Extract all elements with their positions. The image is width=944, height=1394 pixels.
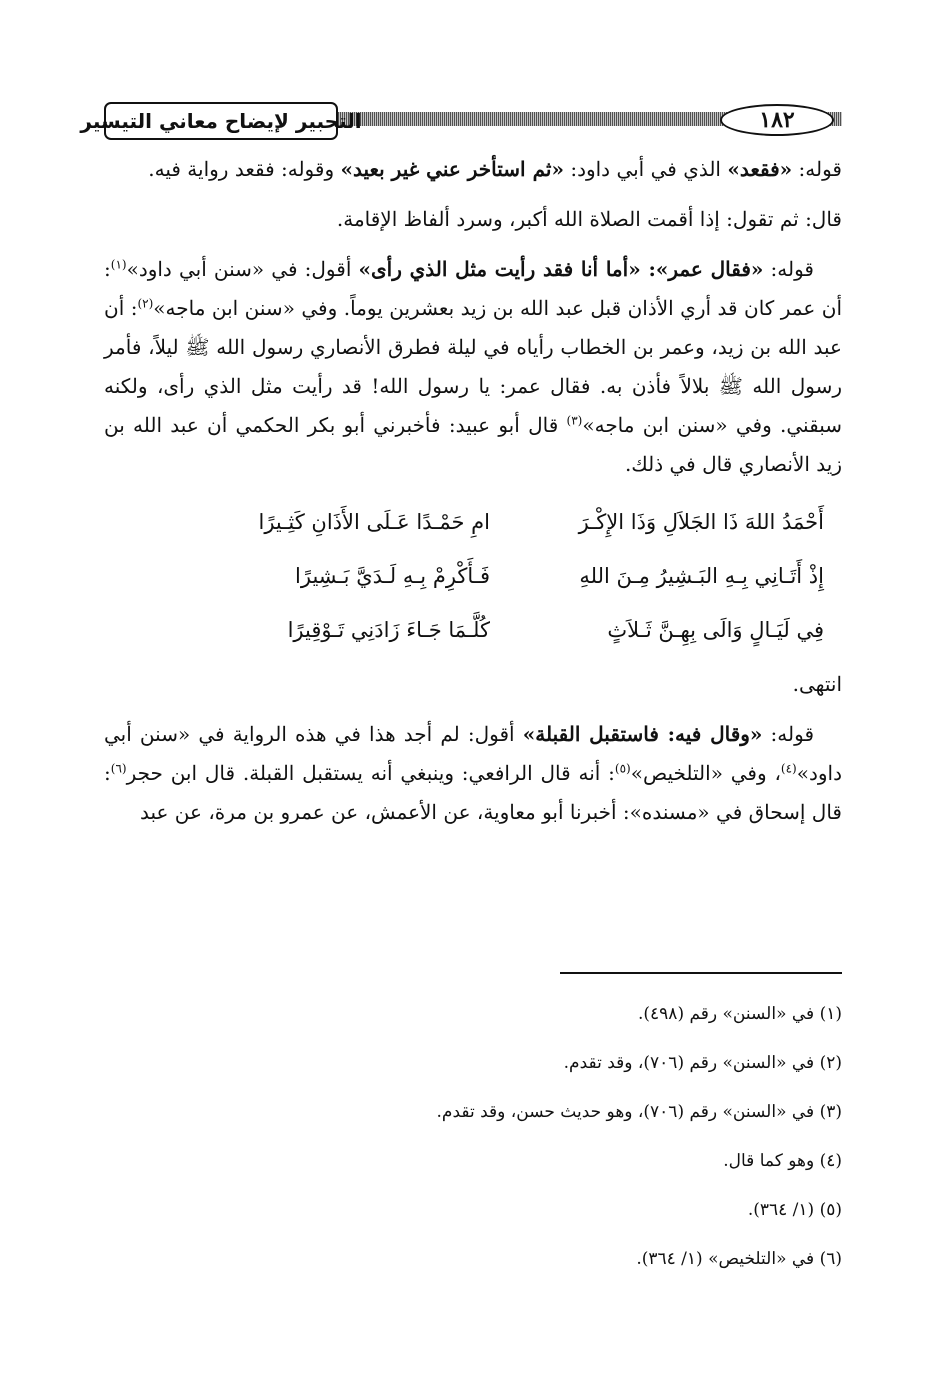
paragraph-2: قال: ثم تقول: إذا أقمت الصلاة الله أكبر، وسرد ألفاظ الإقامة.: [336, 207, 842, 231]
footnote-ref[interactable]: (٣): [566, 413, 583, 428]
footnote-item: (٢) في «السنن» رقم (٧٠٦)، وقد تقدم.: [563, 1053, 842, 1073]
end-marker: انتهى.: [792, 672, 842, 696]
quoted-phrase: «ثم استأخر عني غير بعيد»: [340, 157, 564, 181]
footnote-item: (٥) (١/ ٣٦٤).: [747, 1200, 842, 1220]
footnote-ref[interactable]: (٢): [137, 296, 154, 311]
paragraph-4: قوله: «وقال فيه: فاستقبل القبلة» أقول: لم أجد هذا في هذه الرواية في «سنن أبي داود»$^{(٤)}$، وفي «التلخيص»$^{(٥)}$: أنه قال الرافعي: وينبغي أنه يستقبل القبلة. قال ابن حجر$^{(٦)}$: قال إسحاق في «مسنده»: أخبرنا أبو معاوية، عن الأعمش، عن عمرو بن مرة، عن عبد: [104, 722, 842, 824]
main-text: [104, 150, 842, 843]
paragraph-1: قوله: «فقعد» الذي في أبي داود: «ثم استأخر عني غير بعيد» وقوله: فقعد رواية فيه.: [148, 157, 842, 181]
book-title: التحبير لإيضاح معاني التيسير: [104, 102, 338, 140]
hemistich-second: امِ حَمْـدًا عَـلَى الأَذَانِ كَثِـيرًا: [258, 509, 490, 534]
footnote-item: (٣) في «السنن» رقم (٧٠٦)، وهو حديث حسن، وقد تقدم.: [436, 1102, 842, 1122]
footnote-item: (١) في «السنن» رقم (٤٩٨).: [637, 1004, 842, 1024]
running-header: [80, 100, 842, 142]
hemistich-first: فِي لَيَـالٍ وَالَى بِهِـنَّ ثَـلاَثٍ: [607, 617, 824, 642]
poem-verse: [104, 603, 842, 657]
hemistich-first: إِذْ أَتَـانِي بِـهِ البَـشِيرُ مِـنَ اللهِ: [579, 563, 824, 588]
footnote-separator: [560, 972, 842, 974]
hemistich-second: فَـأَكْرِمْ بِـهِ لَـدَيَّ بَـشِيرًا: [295, 563, 490, 588]
quoted-phrase: «فقال عمر»: «أما أنا فقد رأيت مثل الذي رأى»: [358, 257, 764, 281]
poem-verse: [104, 549, 842, 603]
footnote-ref[interactable]: (٦): [110, 761, 127, 776]
poem: [104, 495, 842, 657]
quoted-phrase: «وقال فيه: فاستقبل القبلة»: [522, 722, 763, 746]
poem-verse: [104, 495, 842, 549]
page-number: ١٨٢: [720, 104, 834, 136]
hemistich-second: كُلَّـمَا جَـاءَ زَادَنِي تَـوْقِيرًا: [287, 617, 490, 642]
hemistich-first: أَحْمَدُ اللهَ ذَا الجَلاَلِ وَذَا الإِكْـرَ: [578, 509, 824, 534]
footnote-ref[interactable]: (٥): [614, 761, 631, 776]
footnote-ref[interactable]: (٤): [780, 761, 797, 776]
footnote-item: (٤) وهو كما قال.: [723, 1151, 842, 1171]
paragraph-3: قوله: «فقال عمر»: «أما أنا فقد رأيت مثل الذي رأى» أقول: في «سنن أبي داود»$^{(١)}$: أن عمر كان قد أري الأذان قبل عبد الله بن زيد بعشرين يوماً. وفي «سنن ابن ماجه»$^{(٢)}$: أن عبد الله بن زيد، وعمر بن الخطاب رأياه في ليلة فطرق الأنصاري رسول الله ﷺ ليلاً، فأمر رسول الله ﷺ بلالاً فأذن به. فقال عمر: يا رسول الله! قد رأيت مثل الذي رأى، ولكنه سبقني. وفي «سنن ابن ماجه»$^{(٣)}$ قال أبو عبيد: فأخبرني أبو بكر الحكمي أن عبد الله بن زيد الأنصاري قال في ذلك.: [104, 257, 843, 476]
footnote-ref[interactable]: (١): [110, 257, 127, 272]
footnote-item: (٦) في «التلخيص» (١/ ٣٦٤).: [636, 1249, 842, 1269]
book-page: [80, 92, 843, 1352]
quoted-phrase: «فقعد»: [727, 157, 793, 181]
footnotes: [104, 1002, 842, 1296]
